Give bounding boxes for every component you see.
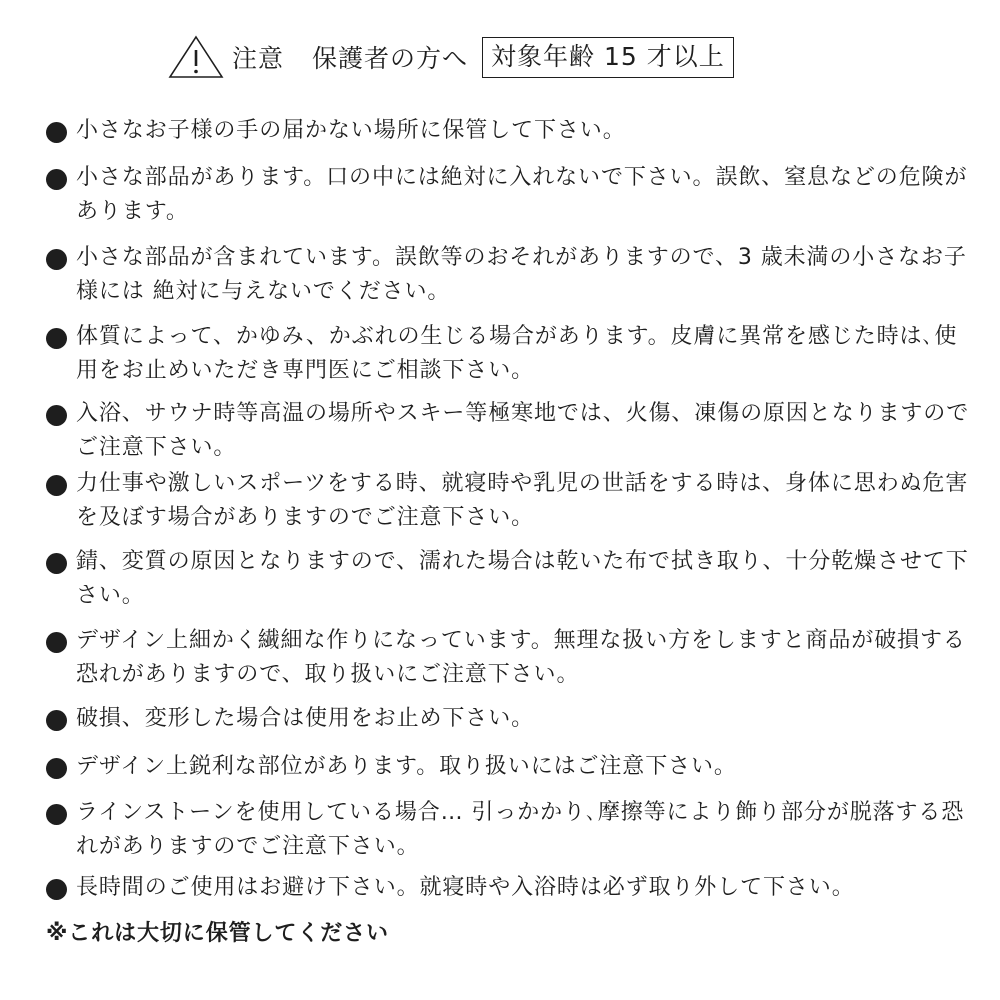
bullet-icon [46, 169, 67, 190]
caution-item [46, 796, 976, 864]
caution-item-text: デザイン上鋭利な部位があります。取り扱いにはご注意下さい。 [76, 754, 737, 779]
caution-item-text: デザイン上細かく繊細な作りになっています。無理な扱い方をしますと商品が破損する恐れがありますので、取り扱いにご注意下さい。 [76, 628, 966, 687]
bullet-icon [46, 122, 67, 143]
bullet-icon [46, 475, 67, 496]
bullet-icon [46, 405, 67, 426]
caution-item-text: 長時間のご使用はお避け下さい。就寝時や入浴時は必ず取り外して下さい。 [76, 875, 855, 900]
storage-note: ※これは大切に保管してください [46, 921, 389, 946]
caution-item [46, 702, 976, 736]
caution-label: 注意 [232, 44, 285, 73]
caution-item [46, 871, 976, 905]
caution-item [46, 241, 976, 309]
caution-item-text: 力仕事や激しいスポーツをする時、就寝時や乳児の世話をする時は、身体に思わぬ危害を及ぼす場合がありますのでご注意下さい。 [76, 471, 969, 530]
caution-item-text: 錆、変質の原因となりますので、濡れた場合は乾いた布で拭き取り、十分乾燥させて下さい。 [76, 549, 969, 608]
bullet-icon [46, 632, 67, 653]
caution-item [46, 161, 976, 229]
guardian-notice-label: 保護者の方へ [312, 44, 469, 73]
caution-item [46, 320, 976, 388]
bullet-icon [46, 710, 67, 731]
caution-item-text: 入浴、サウナ時等高温の場所やスキー等極寒地では、火傷、凍傷の原因となりますのでご注意下さい。 [76, 401, 970, 460]
bullet-icon [46, 758, 67, 779]
age-restriction-box: 対象年齢 15 才以上 [482, 37, 734, 78]
caution-item [46, 467, 976, 535]
caution-item [46, 545, 976, 613]
caution-item-text: ラインストーンを使用している場合… 引っかかり､摩擦等により飾り部分が脱落する恐れがありますのでご注意下さい。 [76, 800, 965, 859]
caution-item-text: 小さな部品があります。口の中には絶対に入れないで下さい。誤飲、窒息などの危険があります。 [76, 165, 968, 224]
caution-item-text: 体質によって、かゆみ、かぶれの生じる場合があります。皮膚に異常を感じた時は､使用をお止めいただき専門医にご相談下さい。 [76, 324, 958, 383]
bullet-icon [46, 249, 67, 270]
caution-item-text: 小さなお子様の手の届かない場所に保管して下さい。 [76, 118, 626, 143]
bullet-icon [46, 553, 67, 574]
bullet-icon [46, 804, 67, 825]
caution-item [46, 624, 976, 692]
bullet-icon [46, 879, 67, 900]
caution-item [46, 397, 976, 465]
caution-item [46, 114, 976, 148]
caution-item-text: 破損、変形した場合は使用をお止め下さい。 [76, 706, 535, 731]
bullet-icon [46, 328, 67, 349]
caution-item-text: 小さな部品が含まれています。誤飲等のおそれがありますので、3 歳未満の小さなお子様には 絶対に与えないでください。 [76, 245, 967, 304]
caution-item [46, 750, 976, 784]
